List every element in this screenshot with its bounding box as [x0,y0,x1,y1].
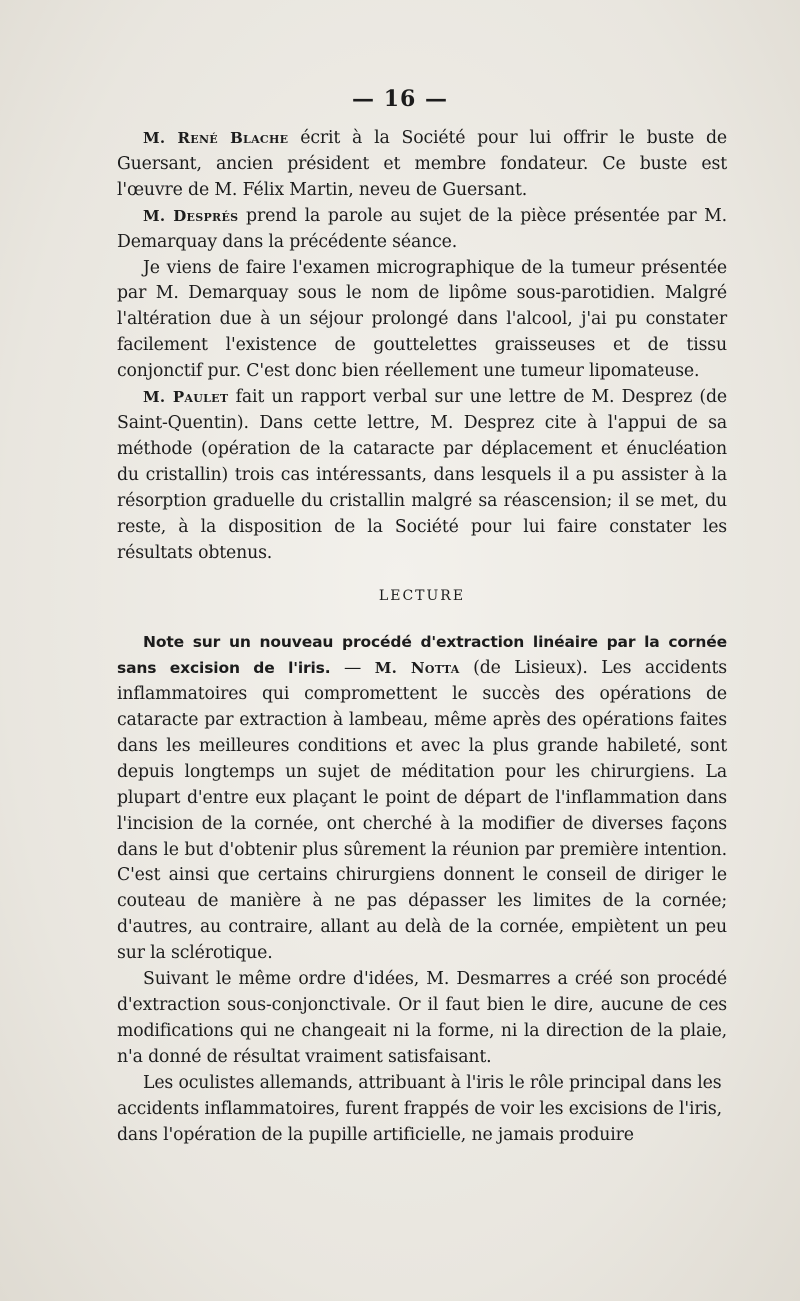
speaker-name: M. René Blache [143,129,289,147]
lecture-first-paragraph [117,630,727,967]
paragraph-text: prend la parole au sujet de la pièce présentée par M. Demarquay dans la précédente séance. [117,205,727,252]
title-separator: — [330,658,375,679]
speaker-name: M. Paulet [143,388,229,407]
paragraph-micrographique [117,256,727,386]
paragraph-paulet [117,385,727,566]
paragraph-despres [117,204,727,256]
page-number: — 16 — [352,86,448,112]
lecture-title: Note sur un nouveau procédé d'extraction linéaire par la cornée sans excision de l'iris. [117,633,727,678]
paragraph-text: écrit à la Société pour lui offrir le buste de Guersant, ancien président et membre fondateur. Ce buste est l'œuvre de M. Félix Martin, neveu de Guersant. [117,128,727,200]
lecture-author: M. Notta [374,659,460,678]
paragraph-text: Les accidents inflammatoires qui compromettent le succès des opérations de cataracte par extraction à lambeau, même après des opérations faites dans les meilleures conditions et avec la plus grande habileté, sont depuis longtemps un sujet de méditation pour les chirurgiens. La plupart d'entre eux plaçant le point de départ de l'inflammation dans l'incision de la cornée, ont cherché à la modifier de diverses façons dans le but d'obtenir plus sûrement la réunion par première intention. C'est ainsi que certains chirurgiens donnent le conseil de diriger le couteau de manière à ne pas dépasser les limites de la cornée; d'autres, au contraire, allant au delà de la cornée, empiètent un peu sur la sclérotique. [117,658,727,964]
paragraph-text: Je viens de faire l'examen micrographique de la tumeur présentée par M. Demarquay sous le nom de lipôme sous-parotidien. Malgré l'altération due à un séjour prolongé dans l'alcool, j'ai pu constater facilement l'existence de gouttelettes graisseuses et de tissu conjonctif pur. C'est donc bien réellement une tumeur lipomateuse. [117,257,727,382]
paragraph-desmarres: Suivant le même ordre d'idées, M. Desmarres a créé son procédé d'extraction sous-conjonctivale. Or il faut bien le dire, aucune de ces modifications qui ne changeait ni la forme, ni la direction de la plaie, n'a donné de résultat vraiment satisfaisant. [117,969,727,1067]
paragraph-text: fait un rapport verbal sur une lettre de M. Desprez (de Saint-Quentin). Dans cette lettre, M. Desprez cite à l'appui de sa méthode (opération de la cataracte par déplacement et énucléation du cristallin) trois cas intéressants, dans lesquels il a pu assister à la résorption graduelle du cristallin malgré sa réascension; il se met, du reste, à la disposition de la Société pour lui faire constater les résultats obtenus. [117,387,728,563]
author-place: (de Lisieux). [459,658,588,679]
paragraph-blache [117,126,727,204]
section-heading: LECTURE [378,588,466,605]
speaker-name: M. Després [143,206,239,225]
paragraph-oculistes: Les oculistes allemands, attribuant à l'iris le rôle principal dans les accidents inflammatoires, furent frappés de voir les excisions de l'iris, dans l'opération de la pupille artificielle, ne jamais produire [117,1072,722,1145]
page-body [117,126,727,1148]
